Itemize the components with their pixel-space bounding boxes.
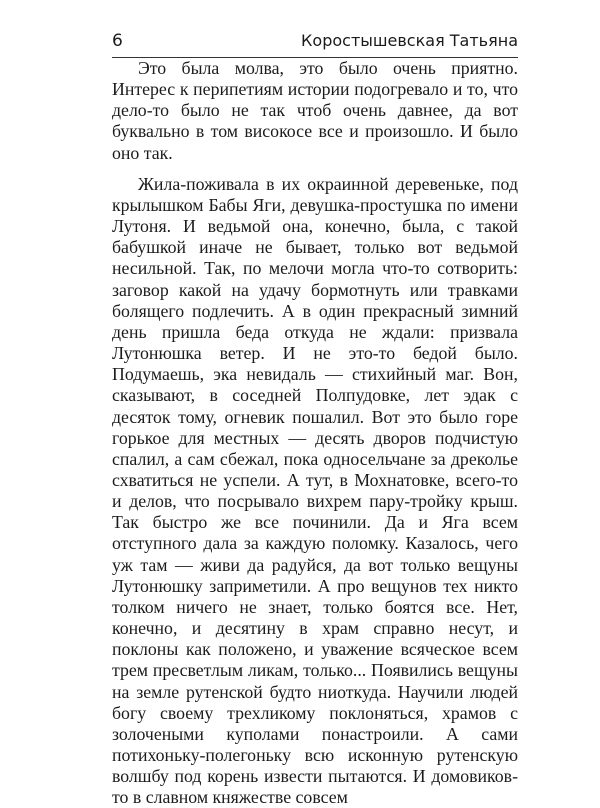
body-text xyxy=(112,58,518,808)
page-number: 6 xyxy=(112,31,123,51)
paragraph: Жила-поживала в их окраинной деревеньке, под крылышком Бабы Яги, девушка-простушка по имени Лутоня. И ведьмой она, конечно, была, с такой бабушкой иначе не бывает, только вот ведьмой несильной. Так, по мелочи могла что-то сотворить: заговор какой на удачу бормотнуть или травками болящего подлечить. А в один прекрасный зимний день пришла беда откуда не ждали: призвала Лутонюшка ветер. И не это-то бедой было. Подумаешь, эка невидаль — стихийный маг. Вон, сказывают, в соседней Полпудовке, лет эдак с десяток тому, огневик пошалил. Вот это было горе горькое для местных — десять дворов подчистую спалил, а сам сбежал, пока односельчане за дреколье схватиться не успели. А тут, в Мохнатовке, всего-то и делов, что посрывало вихрем пару-тройку крыш. Так быстро же все починили. Да и Яга всем отступного дала за каждую поломку. Казалось, чего уж там — живи да радуйся, да вот только вещуны Лутонюшку заприметили. А про вещунов тех никто толком ничего не знает, только боятся все. Нет, конечно, и десятину в храм справно несут, и поклоны как положено, и уважение всяческое всем трем пресветлым ликам, только... Появились вещуны на земле рутенской будто ниоткуда. Научили людей богу своему трехликому поклоняться, храмов с золочеными куполами понастроили. А сами потихоньку-полегоньку всю исконную рутенскую волшбу под корень извести пытаются. И домовиков-то в славном княжестве совсем xyxy=(112,173,518,808)
paragraph: Это была молва, это было очень приятно. Интерес к перипетиям истории подогревало и то, что дело-то было не так чтоб очень давнее, да вот буквально в том високосе все и произошло. И было оно так. xyxy=(112,58,518,163)
running-title: Коростышевская Татьяна xyxy=(301,31,518,50)
running-header xyxy=(112,30,518,52)
